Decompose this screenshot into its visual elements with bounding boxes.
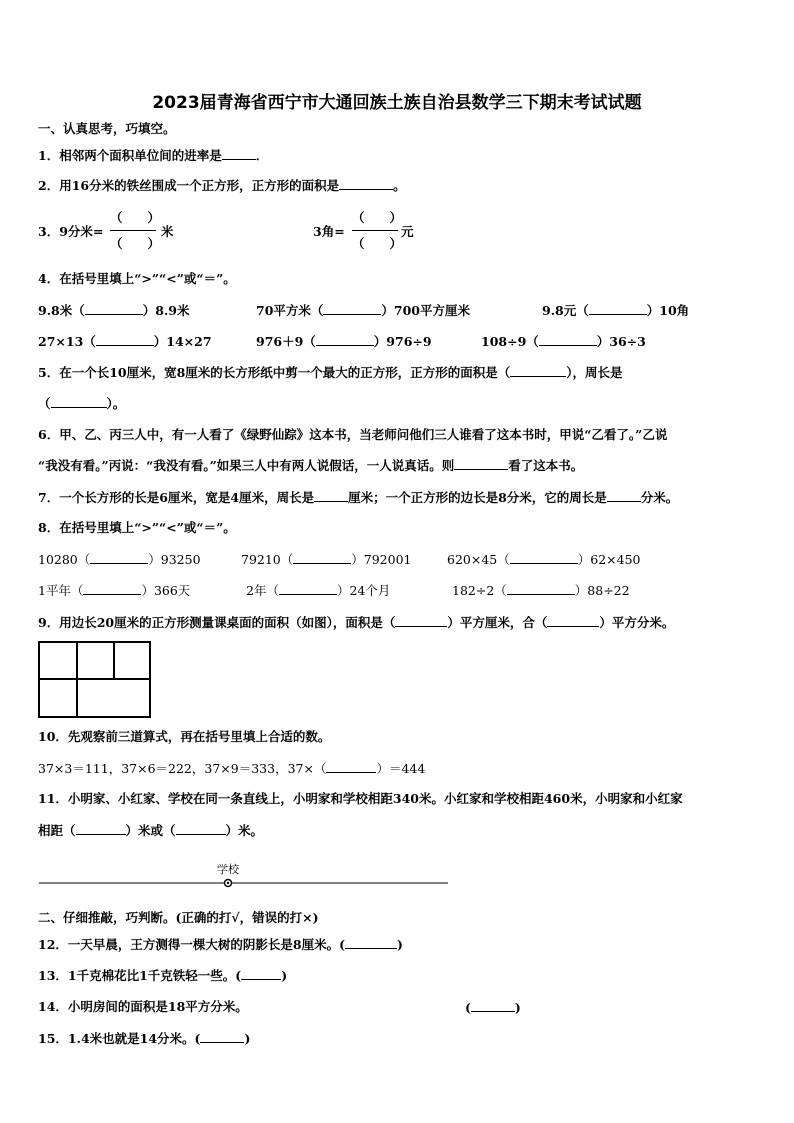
q12-answer[interactable]	[345, 936, 397, 949]
school-label: 学校	[217, 863, 239, 876]
q8-blank[interactable]	[510, 551, 578, 564]
q7-blank-1[interactable]	[314, 489, 348, 502]
q10-blank[interactable]	[326, 760, 376, 773]
q9-blank-1[interactable]	[395, 614, 447, 627]
question-10: 10．先观察前三道算式，再在括号里填上合适的数。	[38, 729, 331, 744]
q4-item-3: 9.8元（ ）10角	[542, 303, 690, 318]
school-point-center	[227, 882, 229, 884]
page-title: 2023届青海省西宁市大通回族土族自治县数学三下期末考试试题	[152, 93, 642, 113]
fraction-bar	[110, 230, 156, 231]
q8-blank[interactable]	[507, 582, 575, 595]
q3-left-denominator[interactable]: （ ）	[110, 236, 161, 251]
q2-end: 。	[393, 178, 406, 193]
q9-blank-2[interactable]	[547, 614, 599, 627]
q14-answer[interactable]	[471, 999, 515, 1012]
q8-item-5: 2年（ ）24个月	[246, 583, 391, 598]
q1-blank[interactable]	[222, 147, 256, 160]
q8-blank[interactable]	[279, 582, 337, 595]
question-8: 8．在括号里填上“>”“<”或“＝”。	[38, 520, 236, 535]
q8-blank[interactable]	[90, 551, 148, 564]
q8-item-2: 79210（ ）792001	[241, 552, 412, 567]
q4-blank[interactable]	[316, 333, 374, 346]
q1-end: ．	[255, 148, 269, 163]
q3-right-denominator[interactable]: （ ）	[352, 236, 403, 251]
question-12: 12．一天早晨，王方测得一棵大树的阴影长是8厘米。( )	[38, 937, 403, 952]
q4-item-2: 70平方米（ ）700平方厘米	[256, 303, 470, 318]
q4-blank[interactable]	[85, 302, 143, 315]
q5-blank-perimeter[interactable]	[51, 395, 107, 408]
q8-blank[interactable]	[83, 582, 141, 595]
q13-answer[interactable]	[241, 967, 281, 980]
question-5-cont: （ ）。	[38, 396, 126, 411]
q4-item-6: 108÷9（ ）36÷3	[481, 334, 646, 349]
q8-item-6: 182÷2（ ）88÷22	[452, 583, 630, 598]
section-2-heading: 二、仔细推敲，巧判断。(正确的打√，错误的打×)	[38, 910, 319, 925]
q3-right-prefix: 3角=	[313, 224, 345, 239]
q4-item-4: 27×13（ ）14×27	[38, 334, 212, 349]
question-2	[38, 177, 406, 194]
question-6: 6．甲、乙、丙三人中，有一人看了《绿野仙踪》这本书，当老师问他们三人谁看了这本书时，甲说“乙看了。”乙说	[38, 427, 668, 442]
q4-item-1: 9.8米（ ）8.9米	[38, 303, 190, 318]
q11-blank-2[interactable]	[176, 822, 226, 835]
q15-answer[interactable]	[200, 1030, 244, 1043]
q3-left-unit: 米	[161, 224, 174, 239]
q5-blank-area[interactable]	[510, 364, 566, 377]
question-9: 9．用边长20厘米的正方形测量课桌面的面积（如图），面积是（ ）平方厘米，合（ ）平方分米。	[38, 615, 675, 630]
question-14: 14．小明房间的面积是18平方分米。 ( )	[38, 999, 521, 1015]
q8-item-4: 1平年（ ）366天	[38, 583, 191, 598]
q6-blank[interactable]	[454, 457, 508, 470]
question-7: 7．一个长方形的长是6厘米，宽是4厘米，周长是 厘米；一个正方形的边长是8分米，它的周长是 分米。	[38, 490, 679, 505]
q4-blank[interactable]	[539, 333, 597, 346]
question-11: 11．小明家、小红家、学校在同一条直线上，小明家和学校相距340米。小红家和学校相距460米，小明家和小红家	[38, 791, 683, 806]
q11-blank-1[interactable]	[76, 822, 126, 835]
q1-text: 1．相邻两个面积单位间的进率是	[38, 148, 222, 163]
q4-blank[interactable]	[589, 302, 647, 315]
section-1-heading: 一、认真思考，巧填空。	[38, 121, 176, 136]
q7-blank-2[interactable]	[607, 489, 641, 502]
question-1	[38, 147, 268, 164]
q8-item-3: 620×45（ ）62×450	[447, 552, 641, 567]
q2-blank[interactable]	[339, 177, 393, 190]
desk-tiling-figure	[38, 641, 153, 719]
question-5: 5．在一个长10厘米，宽8厘米的长方形纸中剪一个最大的正方形，正方形的面积是（ ），周长是	[38, 365, 623, 380]
question-10-expr: 37×3＝111，37×6＝222，37×9＝333，37×（ ）＝444	[38, 761, 426, 776]
question-13: 13．1千克棉花比1千克铁轻一些。( )	[38, 968, 288, 983]
q3-right-unit: 元	[401, 224, 414, 239]
question-6-cont: “我没有看。”丙说：“我没有看。”如果三人中有两人说假话，一人说真话。则 看了这本书。	[38, 458, 584, 473]
q4-blank[interactable]	[323, 302, 381, 315]
q4-blank[interactable]	[96, 333, 154, 346]
q3-left-prefix: 3．9分米=	[38, 224, 104, 239]
fraction-bar	[352, 230, 398, 231]
q8-blank[interactable]	[293, 551, 351, 564]
q8-item-1: 10280（ ）93250	[38, 552, 201, 567]
question-11-cont: 相距（ ）米或（ ）米。	[38, 823, 264, 838]
q4-item-5: 976＋9（ ）976÷9	[256, 334, 432, 349]
number-line-figure	[38, 876, 452, 890]
question-4: 4．在括号里填上“>”“<”或“＝”。	[38, 271, 236, 286]
q2-text: 2．用16分米的铁丝围成一个正方形，正方形的面积是	[38, 178, 340, 193]
q3-right-numerator[interactable]: （ ）	[352, 210, 403, 225]
question-15: 15．1.4米也就是14分米。( )	[38, 1031, 251, 1046]
q3-left-numerator[interactable]: （ ）	[110, 210, 161, 225]
